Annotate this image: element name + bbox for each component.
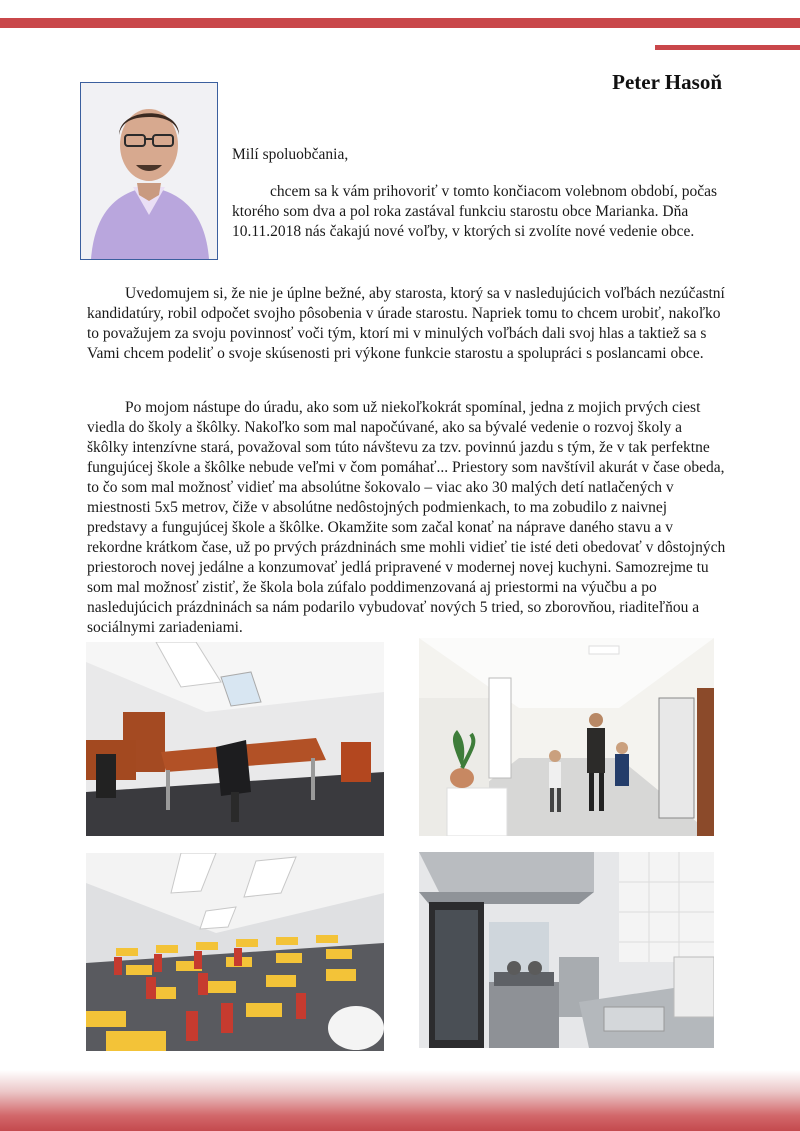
letter-paragraph-1: Uvedomujem si, že nie je úplne bežné, aby starosta, ktorý sa v nasledujúcich voľbách nezúčastní kandidatúry, robil odpočet svojho pôsobenia v úrade starostu. Napriek tomu to chcem urobiť, nakoľko to považujem za svoju povinnosť voči tým, ktorí mi v minulých voľbách dali svoj hlas a taktiež sa s Vami chcem podeliť o svoje skúsenosti pri výkone funkcie starostu a spolupráci s poslancami obce. (87, 285, 725, 362)
top-accent-bar-short (655, 45, 800, 50)
office-photo (86, 642, 384, 836)
top-accent-bar (0, 18, 800, 28)
author-name: Peter Hasoň (612, 70, 722, 94)
kitchen-photo (419, 852, 714, 1048)
author-portrait-photo (80, 82, 218, 260)
classroom-photo (86, 853, 384, 1051)
bottom-accent-band (0, 1070, 800, 1131)
school-corridor-photo (419, 638, 714, 836)
letter-intro-paragraph: chcem sa k vám prihovoriť v tomto končiacom volebnom období, počas ktorého som dva a pol roka zastával funkciu starostu obce Marianka. Dňa 10.11.2018 nás čakajú nové voľby, v ktorých si zvolíte nové vedenie obce. (232, 183, 717, 240)
letter-paragraph-2: Po mojom nástupe do úradu, ako som už niekoľkokrát spomínal, jedna z mojich prvých ciest viedla do školy a škôlky. Nakoľko som mal napočúvané, ako sa bývalé vedenie o rozvoj školy a škôlky intenzívne stará, považoval som túto návštevu za tzv. povinnú jazdu s tým, že v tak perfektne fungujúcej škole a škôlke nebude veľmi v čom pomáhať... Priestory som navštívil akurát v čase obeda, to čo som mal možnosť vidieť ma absolútne šokovalo – viac ako 30 malých detí natlačených v miestnosti 5x5 metrov, čiže v absolútne nedôstojných podmienkach, to ma zobudilo z naivnej predstavy a fungujúcej škole a škôlke. Okamžite som začal konať na náprave daného stavu a v rekordne krátkom čase, už po prvých prázdninách sme mohli vidieť tie isté deti obedovať v dôstojných priestoroch novej jedálne a konzumovať jedlá pripravené v modernej novej kuchyni. Samozrejme tu som mal možnosť zistiť, že škola bola zúfalo poddimenzovaná aj priestormi na výučbu a po nasledujúcich prázdninách sa nám podarilo vybudovať nových 5 tried, so zborovňou, riaditeľňou a sociálnymi zariadeniami. (87, 399, 726, 636)
letter-greeting: Milí spoluobčania, (232, 146, 349, 163)
